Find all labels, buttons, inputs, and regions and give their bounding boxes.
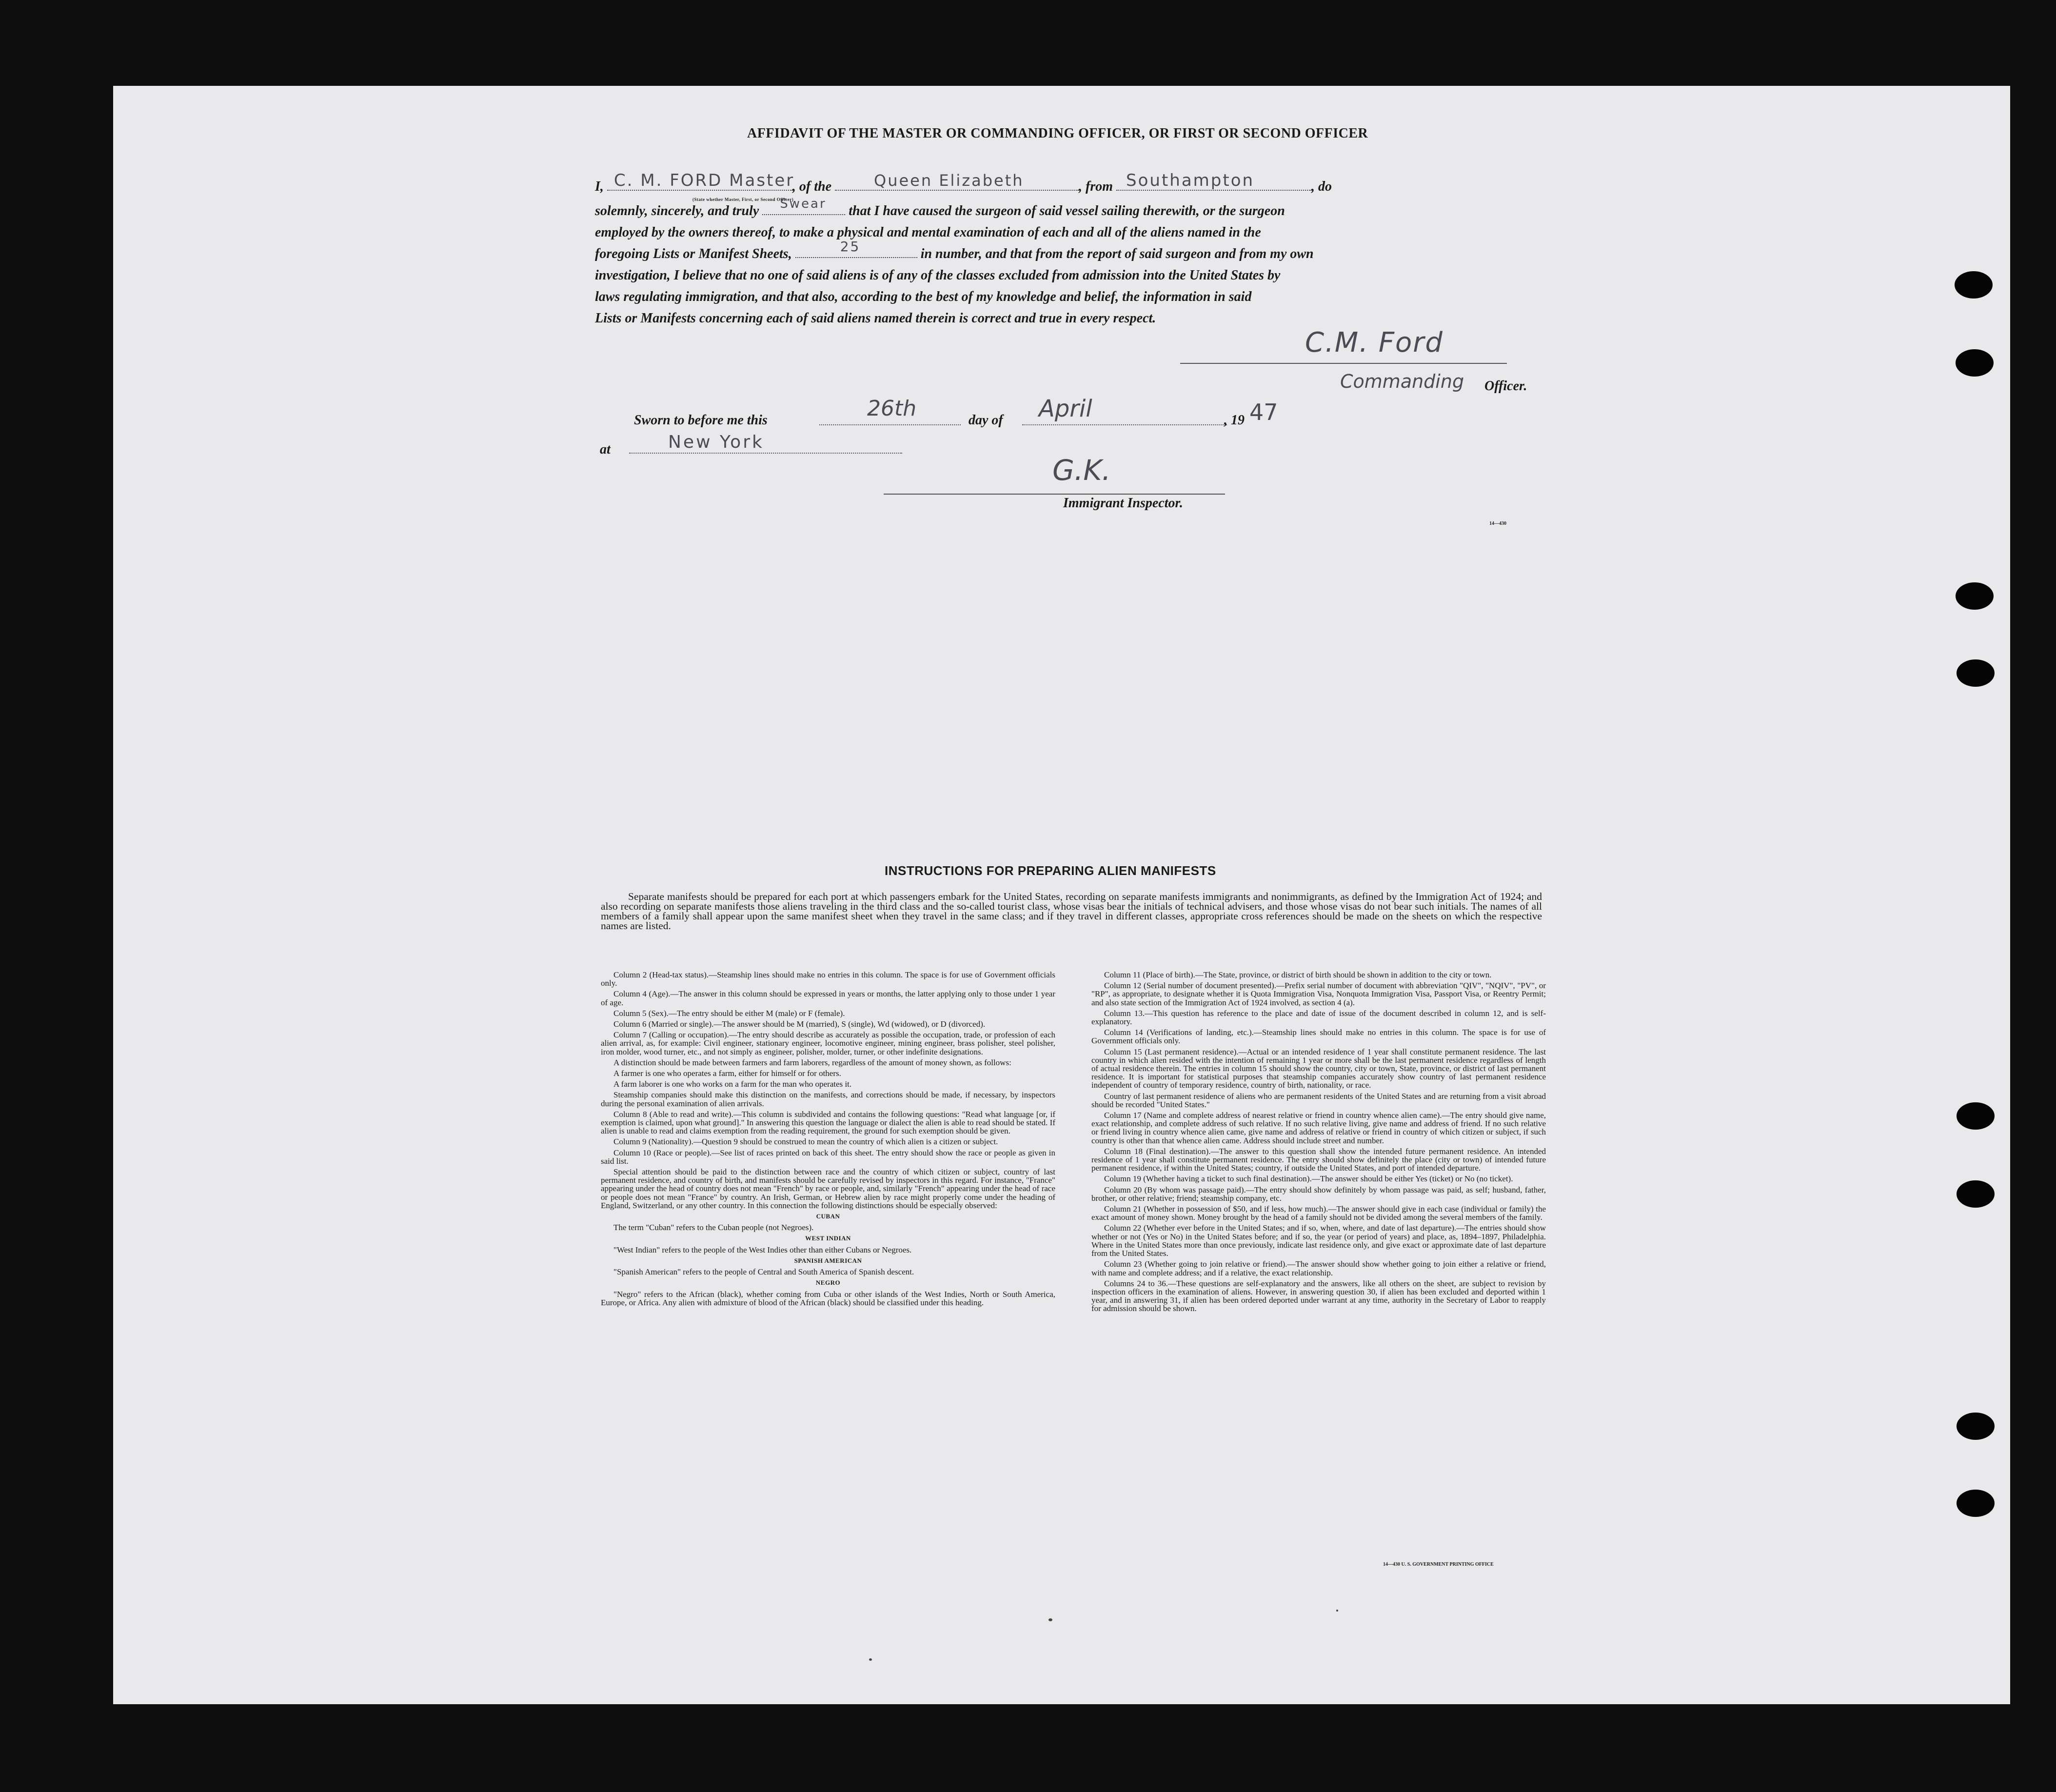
instruction-paragraph: Column 21 (Whether in possession of $50, and if less, how much).—The answer should give in each case (individual or family) the exact amount of money shown. Money brought by the head of a family should not be divided among the several members of the family. — [1091, 1204, 1546, 1222]
port-handwriting: Southampton — [1126, 171, 1255, 190]
swear-handwriting: Swear — [780, 197, 827, 211]
ink-speck — [1336, 1610, 1338, 1612]
instruction-paragraph: Column 5 (Sex).—The entry should be either M (male) or F (female). — [613, 1008, 845, 1018]
instructions-right-column — [1091, 971, 1546, 1315]
master-name-handwriting: C. M. FORD Master — [613, 171, 795, 190]
punch-hole — [1956, 349, 1994, 377]
instruction-paragraph: Columns 24 to 36.—These questions are self-explanatory and the answers, like all others on the sheet, are subject to revision by inspection officers in the examination of aliens. However, in answering question 30, if alien has been excluded and deported within 1 year, and in answering 31, if alien has been ordered deported under warrant at any time, authority in the Secretary of Labor to reapply for admission should be shown. — [1091, 1278, 1546, 1314]
printing-office-footer: 14—430 U. S. GOVERNMENT PRINTING OFFICE — [1383, 1562, 1494, 1567]
section-heading: CUBAN — [816, 1213, 840, 1220]
affidavit-line-1: I, C. M. FORD Master , of the Queen Elizabeth , from Southampton , do — [595, 176, 1541, 198]
form-number: 14—430 — [1489, 521, 1506, 526]
sworn-label: Sworn to before me this — [634, 413, 768, 428]
punch-hole — [1955, 271, 1993, 299]
master-signature: C.M. Ford — [1305, 327, 1443, 358]
inspector-label: Immigrant Inspector. — [1063, 496, 1183, 511]
instruction-paragraph: Special attention should be paid to the distinction between race and the country of which citizen or subject, country of last permanent residence, and country of birth, and manifests should be carefully revised by inspectors in this regard. For instance, "France" appearing under the head of country does not mean "French" by race or people, and, similarly "French" appearing under the head of race or people does not mean "France" by country. An Irish, German, or Hebrew alien by race might properly come under the heading of England, Switzerland, or any other country. In this connection the following distinctions should be especially observed: — [601, 1167, 1055, 1210]
section-heading: SPANISH AMERICAN — [794, 1256, 862, 1264]
instruction-paragraph: "West Indian" refers to the people of the West Indies other than either Cubans or Negroes. — [613, 1245, 912, 1254]
signature-rule — [1180, 363, 1507, 364]
place-field — [629, 453, 902, 454]
count-handwriting: 25 — [840, 239, 861, 255]
day-of-label: day of — [969, 413, 1003, 428]
affidavit-line-7: Lists or Manifests concerning each of said aliens named therein is correct and true in every respect. — [595, 311, 1156, 326]
instruction-paragraph: A distinction should be made between farmers and farm laborers, regardless of the amount of money shown, as follows: — [613, 1057, 1011, 1067]
month-handwriting: April — [1039, 395, 1092, 422]
year-prefix: , 19 — [1224, 413, 1245, 428]
instructions-left-column — [601, 971, 1055, 1309]
inspector-signature: G.K. — [1052, 454, 1111, 487]
day-field — [819, 424, 961, 425]
officer-rank-note: (State whether Master, First, or Second Officer) — [692, 197, 794, 202]
punch-hole — [1957, 1102, 1995, 1130]
instruction-paragraph: A farm laborer is one who works on a farm for the man who operates it. — [613, 1079, 852, 1089]
ship-name-handwriting: Queen Elizabeth — [874, 171, 1024, 190]
instructions-title: INSTRUCTIONS FOR PREPARING ALIEN MANIFESTS — [885, 863, 1216, 878]
instruction-paragraph: Column 23 (Whether going to join relative or friend).—The answer should show whether going to join either a relative or friend, with name and complete address; and if a relative, the exact relationship. — [1091, 1259, 1546, 1277]
instruction-paragraph: Column 18 (Final destination).—The answer to this question shall show the intended future permanent residence. An intended residence of 1 year shall constitute permanent residence. The entry should show definitely the place (city or town) of intended future permanent residence, if within the United States; country, if outside the United States, and port of intended departure. — [1091, 1146, 1546, 1173]
month-field — [1022, 424, 1227, 425]
punch-hole — [1957, 1180, 1995, 1208]
officer-label: Officer. — [1484, 378, 1527, 394]
instruction-paragraph: Column 2 (Head-tax status).—Steamship lines should make no entries in this column. The space is for use of Government officials only. — [601, 970, 1055, 988]
instruction-paragraph: Column 22 (Whether ever before in the United States; and if so, when, where, and date of last departure).—The entries should show whether or not (Yes or No) in the United States before; and if so, the year (or period of years) and place, as, 1894–1897, Philadelphia. Where in the United States more than once previously, indicate last residence only, and give exact or approximate date of last departure from the United States. — [1091, 1223, 1546, 1258]
instruction-paragraph: Column 6 (Married or single).—The answer should be M (married), S (single), Wd (widowed), or D (divorced). — [613, 1019, 986, 1029]
year-handwriting: 47 — [1249, 399, 1278, 425]
instruction-paragraph: Column 14 (Verifications of landing, etc.).—Steamship lines should make no entries in this column. The space is for use of Government officials only. — [1091, 1028, 1546, 1046]
inspector-rule — [884, 494, 1225, 495]
section-heading: NEGRO — [815, 1279, 841, 1287]
instruction-paragraph: Column 7 (Calling or occupation).—The entry should describe as accurately as possible the occupation, trade, or profession of each alien arrival, as, for example: Civil engineer, stationary engineer, locomotive engineer, mining engineer, brass polisher, steel polisher, iron molder, wood turner, etc., and not simply as engineer, polisher, molder, turner, or other indefinite designations. — [601, 1030, 1055, 1056]
place-handwriting: New York — [668, 432, 764, 452]
section-heading: WEST INDIAN — [805, 1234, 851, 1242]
instruction-paragraph: A farmer is one who operates a farm, either for himself or for others. — [613, 1069, 841, 1078]
ink-speck — [869, 1658, 872, 1661]
instruction-paragraph: Column 19 (Whether having a ticket to such final destination).—The answer should be either Yes (ticket) or No (no ticket). — [1104, 1174, 1513, 1184]
affidavit-line-4: foregoing Lists or Manifest Sheets, 25 in number, and that from the report of said surgeon and from my own — [595, 243, 1541, 265]
day-handwriting: 26th — [867, 396, 917, 421]
punch-hole — [1957, 1413, 1995, 1440]
affidavit-line-3: employed by the owners thereof, to make a physical and mental examination of each and all of the aliens named in the — [595, 225, 1261, 240]
affidavit-line-2: solemnly, sincerely, and truly Swear that I have caused the surgeon of said vessel sailing therewith, or the surgeon — [595, 200, 1541, 222]
instruction-paragraph: "Negro" refers to the African (black), whether coming from Cuba or other islands of the West Indies, North or South America, Europe, or Africa. Any alien with admixture of blood of the African (black) should be classified under this heading. — [601, 1289, 1055, 1307]
commanding-handwriting: Commanding — [1340, 371, 1464, 392]
instruction-paragraph: The term "Cuban" refers to the Cuban people (not Negroes). — [613, 1223, 814, 1233]
instruction-paragraph: Column 12 (Serial number of document presented).—Prefix serial number of document with abbreviation "QIV", "NQIV", "PV", or "RP", as appropriate, to designate whether it is Quota Immigration Visa, Nonquota Immigration Visa, Passport Visa, or Reentry Permit; and also state section of the Immigration Act of 1924 involved, as section 4 (a). — [1091, 981, 1546, 1007]
instruction-paragraph: Country of last permanent residence of aliens who are permanent residents of the United States and are returning from a visit abroad should be recorded "United States." — [1091, 1091, 1546, 1109]
instruction-paragraph: Column 13.—This question has reference to the place and date of issue of the document described in column 12, and is self-explanatory. — [1091, 1008, 1546, 1027]
instruction-paragraph: Column 15 (Last permanent residence).—Actual or an intended residence of 1 year shall constitute permanent residence. The last country in which alien resided with the intention of remaining 1 year or more shall be the last permanent residence regardless of length of actual residence therein. The entries in column 15 should show the country, city or town, State, province, or district of last permanent residence. It is important for statistical purposes that steamship companies accurately show country of last permanent residence independent of country of temporary residence, country of birth, nationality, or race. — [1091, 1047, 1546, 1090]
ink-speck — [1048, 1618, 1052, 1621]
instruction-paragraph: Column 11 (Place of birth).—The State, province, or district of birth should be shown in addition to the city or town. — [1104, 970, 1492, 979]
punch-hole — [1956, 582, 1994, 610]
punch-hole — [1957, 659, 1995, 687]
instruction-paragraph: Column 17 (Name and complete address of nearest relative or friend in country whence alien came).—The entry should give name, exact relationship, and complete address of such relative. If no such relative living, give name and address of friend. If no such relative or friend living in country whence alien came, give name and address of relative or friend in country of which citizen or subject, if such country is other than that whence alien came. Address should include street and number. — [1091, 1111, 1546, 1145]
affidavit-line-6: laws regulating immigration, and that also, according to the best of my knowledge and belief, the information in said — [595, 289, 1252, 304]
at-label: at — [600, 442, 611, 457]
instruction-paragraph: "Spanish American" refers to the people of Central and South America of Spanish descent. — [613, 1267, 914, 1277]
instruction-paragraph: Column 8 (Able to read and write).—This column is subdivided and contains the following questions: "Read what language [or, if exemption is claimed, upon what ground]." In answering this question the language or dialect the alien is able to read should be stated. If alien is unable to read and claims exemption from the reading requirement, the ground for such exemption should be given. — [601, 1109, 1055, 1136]
instruction-paragraph: Column 4 (Age).—The answer in this column should be expressed in years or months, the latter applying only to those under 1 year of age. — [601, 989, 1055, 1007]
affidavit-line-5: investigation, I believe that no one of said aliens is of any of the classes excluded from admission into the United States by — [595, 268, 1281, 283]
instruction-paragraph: Column 20 (By whom was passage paid).—The entry should show definitely by whom passage was paid, as self; husband, father, brother, or other relative; friend; steamship company, etc. — [1091, 1185, 1546, 1203]
instruction-paragraph: Column 10 (Race or people).—See list of races printed on back of this sheet. The entry should show the race or people as given in said list. — [601, 1148, 1055, 1166]
punch-hole — [1957, 1490, 1995, 1517]
instructions-intro: Separate manifests should be prepared for each port at which passengers embark for the United States, recording on separate manifests immigrants and nonimmigrants, as defined by the Immigration Act of 1924; and also recording on separate manifests those aliens traveling in the third class and the so-called tourist class, whose visas bear the initials of technical advisers, and those whose visas do not bear such initials. The names of all members of a family shall appear upon the same manifest sheet when they travel in the same class; and if they travel in different classes, appropriate cross references should be made on the sheets on which the respective names are listed. — [601, 891, 1542, 932]
instruction-paragraph: Steamship companies should make this distinction on the manifests, and corrections should be made, if necessary, by inspectors during the personal examination of alien arrivals. — [601, 1090, 1055, 1108]
affidavit-title: AFFIDAVIT OF THE MASTER OR COMMANDING OFFICER, OR FIRST OR SECOND OFFICER — [747, 126, 1368, 141]
instruction-paragraph: Column 9 (Nationality).—Question 9 should be construed to mean the country of which alien is a citizen or subject. — [613, 1137, 998, 1147]
